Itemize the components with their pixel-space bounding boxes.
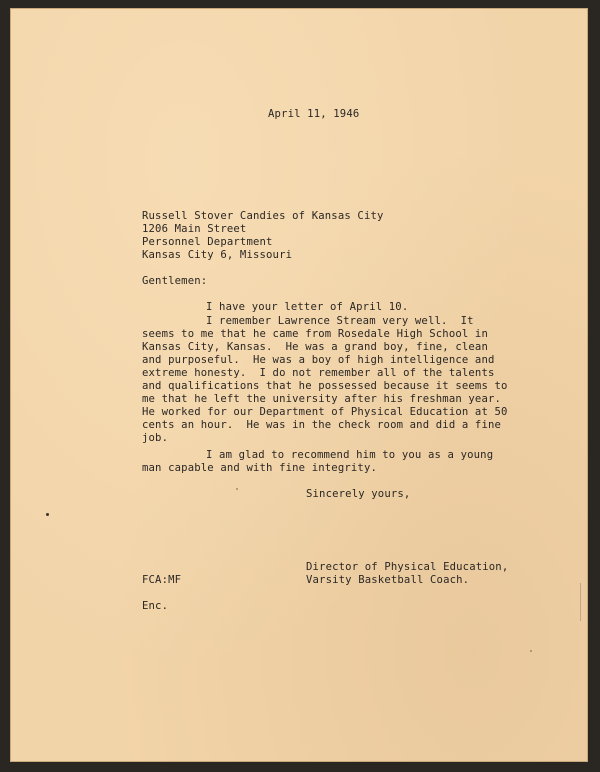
paragraph-3-line: man capable and with fine integrity. [142,462,378,474]
paragraph-2-line: and purposeful. He was a boy of high intelligence and [142,354,495,366]
paragraph-2-line: I remember Lawrence Stream very well. It [206,315,474,327]
paper-scratch [580,583,581,621]
signature-title-line-1: Director of Physical Education, [306,561,509,573]
paragraph-2-line: and qualifications that he possessed because it seems to [142,380,508,392]
typist-initials: FCA:MF [142,574,182,586]
paragraph-1: I have your letter of April 10. [206,301,409,313]
paragraph-2-line: job. [142,432,169,444]
recipient-line-2: 1206 Main Street [142,223,247,235]
paper-speck [530,650,532,652]
paragraph-2-line: extreme honesty. I do not remember all of the talents [142,367,495,379]
salutation: Gentlemen: [142,275,208,287]
recipient-line-4: Kansas City 6, Missouri [142,249,293,261]
paragraph-2-line: me that he left the university after his freshman year. [142,393,502,405]
closing: Sincerely yours, [306,488,411,500]
recipient-line-3: Personnel Department [142,236,273,248]
paragraph-3-line: I am glad to recommend him to you as a young [206,449,494,461]
enclosure-note: Enc. [142,600,169,612]
paragraph-2-line: seems to me that he came from Rosedale High School in [142,328,488,340]
paper-speck [236,488,238,490]
paragraph-2-line: He worked for our Department of Physical Education at 50 [142,406,508,418]
letter-page [10,8,588,762]
paragraph-2-line: Kansas City, Kansas. He was a grand boy, fine, clean [142,341,488,353]
recipient-line-1: Russell Stover Candies of Kansas City [142,210,384,222]
paragraph-2-line: cents an hour. He was in the check room and did a fine [142,419,502,431]
ink-dot [46,513,49,516]
signature-title-line-2: Varsity Basketball Coach. [306,574,470,586]
letter-date: April 11, 1946 [268,108,360,120]
